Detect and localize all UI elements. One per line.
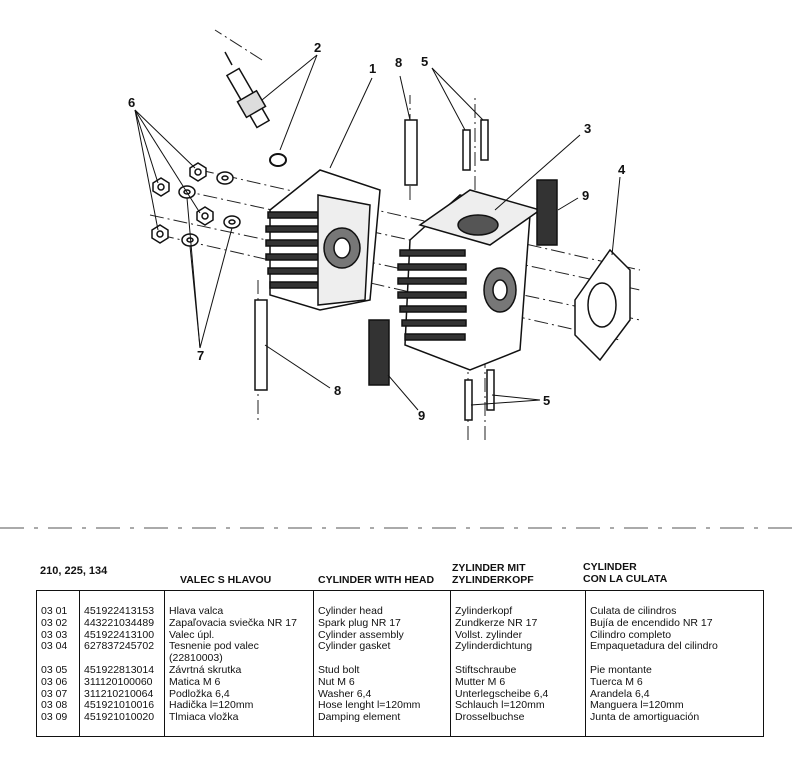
table-cell: Podložka 6,4	[169, 687, 230, 700]
table-cell: Nut M 6	[318, 675, 355, 688]
callout-6: 6	[128, 95, 136, 110]
german-column	[451, 591, 586, 737]
table-cell: Tuerca M 6	[590, 675, 643, 688]
model-codes: 210, 225, 134	[40, 565, 108, 577]
table-cell: 311120100060	[84, 675, 153, 688]
table-cell: 03 07	[41, 687, 68, 700]
table-cell: 451921010020	[84, 711, 155, 724]
table-cell: Cilindro completo	[590, 628, 672, 641]
spanish-column	[586, 591, 764, 737]
callout-1: 1	[369, 61, 377, 76]
table-cell: Arandela 6,4	[590, 687, 650, 700]
nuts-and-washers	[152, 163, 240, 246]
callout-9-top: 9	[582, 188, 590, 203]
table-cell: Matica M 6	[169, 675, 221, 688]
callout-3: 3	[584, 121, 592, 136]
callout-5-top: 5	[421, 54, 429, 69]
table-cell: 03 08	[41, 699, 68, 712]
header-spanish-line-1: CYLINDER	[583, 561, 637, 573]
header-german-line-2: ZYLINDERKOPF	[452, 574, 534, 586]
table-cell: Hlava valca	[169, 605, 224, 617]
table-cell: Empaquetadura del cilindro	[590, 640, 718, 653]
table-cell: 03 09	[41, 711, 68, 724]
table-cell: Unterlegscheibe 6,4	[455, 687, 549, 700]
english-column	[314, 591, 451, 737]
table-cell: Zapaľovacia sviečka NR 17	[169, 616, 297, 629]
table-cell: 03 04	[41, 640, 68, 653]
table-cell: Cylinder gasket	[318, 640, 391, 653]
table-cell: Vollst. zylinder	[455, 628, 523, 641]
table-cell: 03 01	[41, 605, 68, 617]
slovak-column	[165, 591, 314, 737]
position-column	[37, 591, 80, 737]
table-cell: Tlmiaca vložka	[169, 711, 239, 724]
table-cell: Mutter M 6	[455, 675, 506, 688]
callout-8-top: 8	[395, 55, 403, 70]
table-cell: Spark plug NR 17	[318, 616, 401, 629]
table-cell: Hose lenght l=120mm	[318, 699, 421, 712]
header-german-line-1: ZYLINDER MIT	[452, 562, 526, 574]
cylinder-gasket	[575, 250, 630, 360]
callout-8-bottom: 8	[334, 383, 342, 398]
table-cell: Zylinderkopf	[455, 605, 513, 617]
callout-9-bottom: 9	[418, 408, 426, 423]
callout-7: 7	[197, 348, 205, 363]
callout-2: 2	[314, 40, 322, 55]
spark-plug-washer	[270, 154, 286, 166]
table-cell: 451922413153	[84, 605, 155, 617]
callout-4: 4	[618, 162, 626, 177]
cylinder-body	[398, 190, 540, 370]
table-cell: Junta de amortiguación	[590, 711, 700, 724]
table-cell: 451922413100	[84, 628, 155, 641]
table-cell: Cylinder assembly	[318, 628, 404, 641]
table-cell: Washer 6,4	[318, 687, 372, 700]
table-cell: 443221034489	[84, 616, 155, 629]
table-cell: 451921010016	[84, 699, 155, 712]
header-slovak: VALEC S HLAVOU	[180, 574, 272, 586]
table-cell: Pie montante	[590, 663, 652, 676]
table-cell: Schlauch l=120mm	[455, 699, 545, 712]
table-cell: 311210210064	[84, 687, 154, 700]
table-cell: Bujía de encendido NR 17	[590, 616, 713, 629]
header-english: CYLINDER WITH HEAD	[318, 574, 435, 586]
table-cell: 03 02	[41, 616, 68, 629]
table-cell: Zundkerze NR 17	[455, 616, 538, 629]
table-cell: Manguera l=120mm	[590, 699, 684, 712]
parts-table	[36, 590, 764, 737]
table-cell: (22810003)	[169, 652, 223, 665]
callout-5-bottom: 5	[543, 393, 551, 408]
header-spanish-line-2: CON LA CULATA	[583, 573, 668, 585]
table-cell: Cylinder head	[318, 605, 383, 617]
table-cell: 627837245702	[84, 640, 155, 653]
table-cell: Valec úpl.	[169, 628, 215, 641]
table-cell: 451922813014	[84, 663, 155, 676]
table-body-row	[37, 591, 764, 737]
table-cell: Tesnenie pod valec	[169, 640, 259, 653]
header-spanish	[583, 561, 667, 585]
table-cell: Stiftschraube	[455, 663, 517, 676]
table-cell: Stud bolt	[318, 663, 360, 676]
table-cell: Damping element	[318, 711, 401, 724]
spark-plug	[225, 52, 269, 127]
cylinder-head	[266, 170, 380, 310]
header-german	[452, 562, 534, 586]
part-number-column	[80, 591, 165, 737]
axis-lines	[150, 30, 640, 440]
table-cell: 03 03	[41, 628, 68, 641]
table-cell: Zylinderdichtung	[455, 640, 533, 653]
table-cell: Culata de cilindros	[590, 605, 677, 617]
table-cell: Drosselbuchse	[455, 711, 525, 724]
table-cell: 03 05	[41, 663, 68, 676]
table-cell: Hadička l=120mm	[169, 699, 254, 712]
table-cell: Závrtná skrutka	[169, 663, 242, 676]
table-cell: 03 06	[41, 675, 68, 688]
